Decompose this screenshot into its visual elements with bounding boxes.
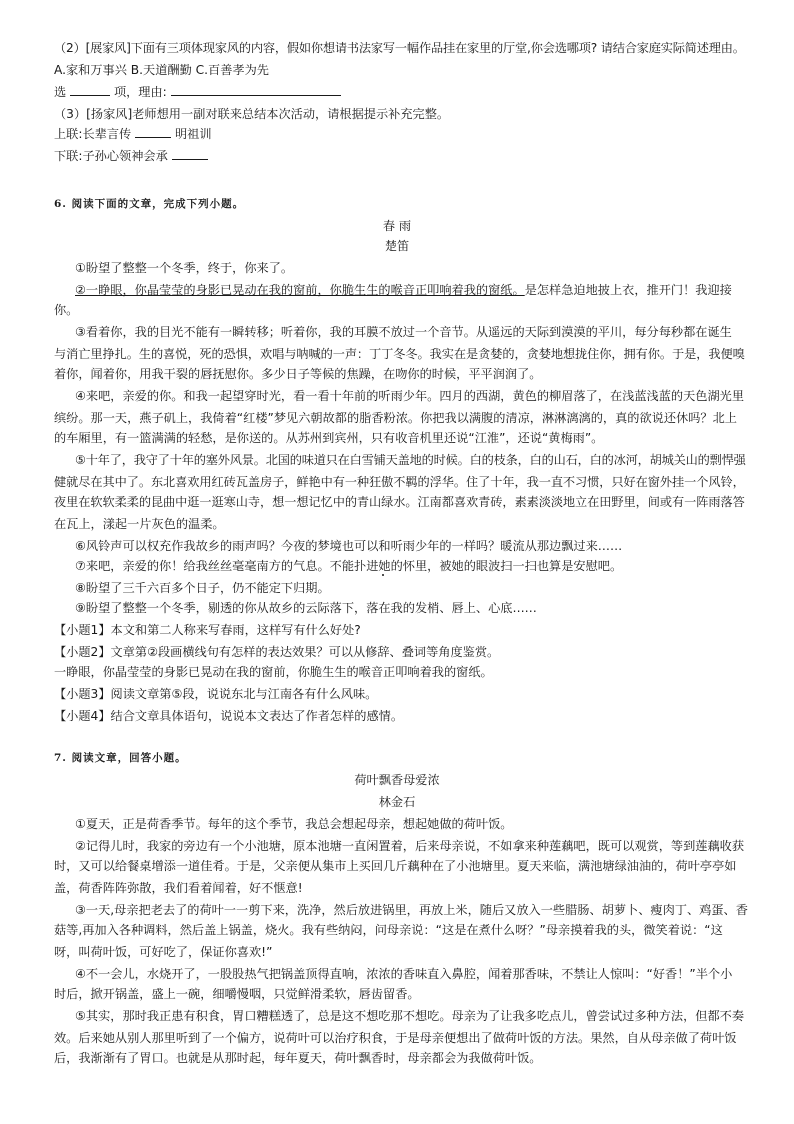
q7-paragraph-2-line-1: ②记得儿时，我家的旁边有一个小池塘，原本池塘一直闲置着，后来母亲说，不如拿来种莲藕吧，既可以观赏，等到莲藕收获 — [75, 839, 745, 853]
q5-part2-question: （2）[展家风]下面有三项体现家风的内容，假如你想请书法家写一幅作品挂在家里的厅堂,你会选哪项? 请结合家庭实际简述理由。 — [54, 41, 745, 55]
q7-paragraph-3-line-1: ③一天,母亲把老去了的荷叶一一剪下来，洗净，然后放进锅里，再放上米，随后又放入一些腊肠、胡萝卜、瘦肉丁、鸡蛋、香 — [75, 903, 748, 917]
q6-paragraph-5-line-1: ⑤十年了，我守了十年的塞外风景。北国的味道只在白雪铺天盖地的时候。白的枝条，白的山石，白的冰河，胡城关山的剽悍强 — [75, 453, 746, 467]
q6-paragraph-3-line-3: 着你，闻着你，用我干裂的唇抚慰你。多少日子等候的焦躁，在吻你的时候，平平润润了。 — [54, 367, 542, 381]
lower-prefix: 下联:子孙心领神会承 — [54, 149, 168, 163]
q7-author: 林金石 — [378, 795, 416, 809]
q6-paragraph-2 — [75, 280, 748, 300]
q7-paragraph-5-line-2: 效。后来她从别人那里听到了一个偏方，说荷叶可以治疗积食，于是母亲便想出了做荷叶饭的方法。果然，自从母亲做了荷叶饭 — [54, 1031, 737, 1045]
q6-title: 春 雨 — [382, 219, 412, 233]
underlined-sentence: ②一睁眼，你晶莹莹的身影已晃动在我的窗前，你脆生生的喉音正叩响着我的窗纸。 — [75, 283, 525, 297]
q7-paragraph-4-line-1: ④不一会儿，水烧开了，一股股热气把锅盖顶得直响，浓浓的香味直入鼻腔，闻着那香味，不禁让人惊叫：“好香！”半个小 — [75, 967, 733, 981]
q6-paragraph-2-cont: 你。 — [54, 303, 79, 317]
q6-paragraph-5-line-3: 夜里在软软柔柔的昆曲中逛一逛寒山寺，想一想记忆中的青山绿水。江南都喜欢青砖，素素淡淡地立在田野里，间或有一阵雨落答 — [54, 495, 745, 509]
q5-part3-question: （3）[扬家风]老师想用一副对联来总结本次活动，请根据提示补充完整。 — [54, 107, 450, 121]
q6-subquestion-2: 【小题2】文章第②段画横线句有怎样的表达效果？可以从修辞、叠词等角度鉴赏。 — [54, 645, 500, 659]
q6-paragraph-8: ⑧盼望了三千六百多个日子，仍不能定下归期。 — [75, 581, 330, 595]
q6-paragraph-4-line-2: 缤纷。那一天，燕子矶上，我倚着“红楼”梦见六朝故都的脂香粉浓。你把我以满腹的清凉，淋淋漓漓的，真的欲说还休吗？北上 — [54, 411, 737, 425]
q6-paragraph-3-line-2: 与消亡里挣扎。生的喜悦，死的恐惧，欢唱与呐喊的一声：丁丁冬冬。我实在是贪婪的，贪婪地想拢住你，拥有你。于是，我便嗅 — [54, 347, 745, 361]
q6-paragraph-5-line-4: 在瓦上，漾起一片灰色的温柔。 — [54, 517, 225, 531]
q6-subquestion-1: 【小题1】本文和第二人称来写春雨，这样写有什么好处? — [54, 623, 361, 637]
q7-paragraph-2-line-2: 时，又可以给餐桌增添一道佳肴。于是，父亲便从集市上买回几斤藕种在了小池塘里。夏天来临，满池塘绿油油的，荷叶亭亭如 — [54, 859, 737, 873]
q6-paragraph-7: ⑦来吧，亲爱的你！给我丝丝毫毫南方的气息。不能扑进她的怀里，被她的眼波扫一扫也算是安慰吧。 — [75, 559, 623, 573]
option-blank[interactable] — [70, 83, 110, 96]
emphasis-dot — [382, 574, 384, 576]
couplet-lower — [54, 146, 748, 166]
q5-options: A.家和万事兴 B.天道酬勤 C.百善孝为先 — [54, 63, 269, 77]
q7-paragraph-2-line-3: 盖，荷香阵阵弥散，我们看着闻着，好不惬意! — [54, 881, 303, 895]
select-prefix: 选 — [54, 85, 67, 99]
q7-heading: 7. 阅读文章，回答小题。 — [54, 752, 187, 764]
q6-author: 楚笛 — [384, 239, 410, 253]
q6-heading: 6. 阅读下面的文章，完成下列小题。 — [54, 198, 245, 210]
q7-title: 荷叶飘香母爱浓 — [354, 773, 440, 787]
lower-blank[interactable] — [172, 147, 208, 160]
q7-paragraph-4-line-2: 时后，掀开锅盖，盛上一碗，细嚼慢咽，只觉鲜滑柔软，唇齿留香。 — [54, 987, 420, 1001]
q7-paragraph-5-line-3: 后，我渐渐有了胃口。也就是从那时起，每年夏天，荷叶飘香时，母亲都会为我做荷叶饭。 — [54, 1051, 542, 1065]
q7-paragraph-3-line-3: 呀，叫荷叶饭，可好吃了，保证你喜欢!” — [54, 945, 273, 959]
q7-paragraph-5-line-1: ⑤其实，那时我正患有积食，胃口糟糕透了，总是这不想吃那不想吃。母亲为了让我多吃点儿，曾尝试过多种方法，但都不奏 — [75, 1009, 745, 1023]
q6-paragraph-3-line-1: ③看着你，我的目光不能有一瞬转移；听着你，我的耳膜不放过一个音节。从遥远的天际到漠漠的平川，每分每秒都在诞生 — [75, 325, 732, 339]
q7-paragraph-1: ①夏天，正是荷香季节。每年的这个季节，我总会想起母亲，想起她做的荷叶饭。 — [75, 817, 513, 831]
q6-paragraph-5-line-2: 健就尽在其中了。东北喜欢用红砖瓦盖房子，鲜艳中有一种狂傲不羁的浮华。住了十年，我一直不习惯，只好在窗外挂一个风铃， — [54, 475, 745, 489]
upper-suffix: 明祖训 — [174, 127, 212, 141]
q7-paragraph-3-line-2: 菇等,再加入各种调料，然后盖上锅盖，烧火。我有些纳闷，问母亲说：“这是在煮什么呀？”母亲摸着我的头，微笑着说：“这 — [54, 923, 723, 937]
q5-answer-line — [54, 82, 748, 102]
q6-paragraph-1: ①盼望了整整一个冬季，终于，你来了。 — [75, 261, 294, 275]
q6-paragraph-9: ⑨盼望了整整一个冬季，剔透的你从故乡的云际落下，落在我的发梢、唇上、心底…… — [75, 601, 537, 615]
paragraph-2-rest: 是怎样急迫地披上衣，推开门！我迎接 — [524, 283, 732, 297]
upper-blank[interactable] — [135, 125, 171, 138]
upper-prefix: 上联:长辈言传 — [54, 127, 132, 141]
q6-paragraph-4-line-3: 的车厢里，有一篮满满的轻愁，是你送的。从苏州到宾州，只有收音机里还说“江淮”，还说“黄梅雨”。 — [54, 431, 604, 445]
q6-paragraph-4-line-1: ④来吧，亲爱的你。和我一起望穿时光，看一看十年前的听雨少年。四月的西湖，黄色的柳眉落了，在浅蓝浅蓝的天色湖光里 — [75, 389, 745, 403]
q6-subquestion-3: 【小题3】阅读文章第⑤段，说说东北与江南各有什么风味。 — [54, 687, 378, 701]
couplet-upper — [54, 124, 748, 144]
q6-subquestion-4: 【小题4】结合文章具体语句，说说本文表达了作者怎样的感情。 — [54, 709, 404, 723]
select-middle: 项，理由: — [113, 85, 167, 99]
reason-blank[interactable] — [171, 83, 341, 96]
q6-paragraph-6: ⑥风铃声可以权充作我故乡的雨声吗？今夜的梦境也可以和听雨少年的一样吗？暖流从那边飘过来…… — [75, 539, 623, 553]
q6-subquestion-2-quote: 一睁眼，你晶莹莹的身影已晃动在我的窗前，你脆生生的喉音正叩响着我的窗纸。 — [54, 665, 493, 679]
